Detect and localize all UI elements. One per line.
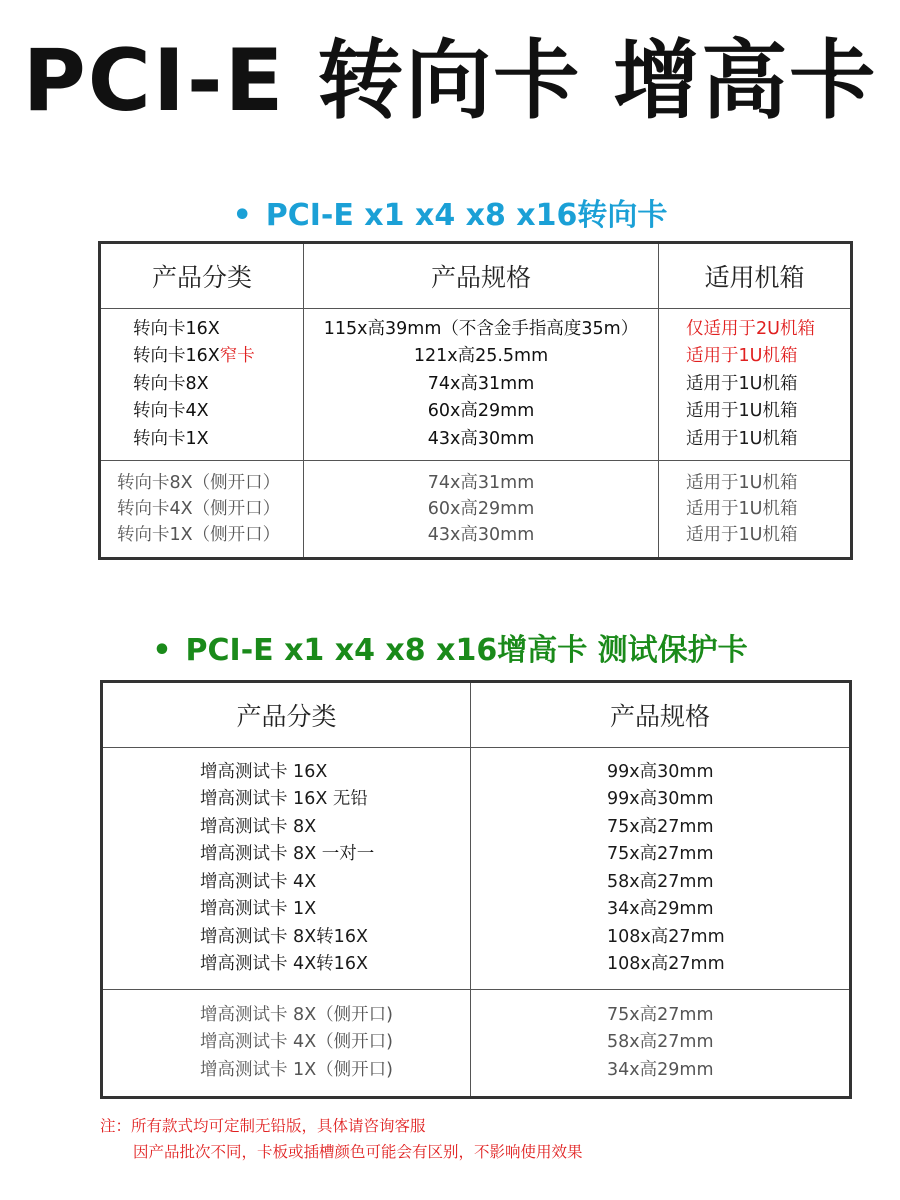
list-item: 34x高29mm xyxy=(607,1059,714,1080)
header-category: 产品分类 xyxy=(102,682,471,748)
list-item: 适用于1U机箱 xyxy=(686,401,798,422)
list-item: 适用于1U机箱 xyxy=(686,473,798,493)
list-item: 75x高27mm xyxy=(607,1004,714,1025)
list-item: 转向卡1X xyxy=(133,428,209,449)
list-item: 仅适用于2U机箱 xyxy=(686,318,815,339)
spec-cell xyxy=(471,990,851,1098)
list-item: 适用于1U机箱 xyxy=(686,499,798,519)
list-item: 转向卡8X（侧开口） xyxy=(117,473,281,493)
header-chassis: 适用机箱 xyxy=(659,243,852,309)
list-item: 转向卡4X xyxy=(133,401,209,422)
list-item: 74x高31mm xyxy=(427,473,535,493)
list-item: 转向卡4X（侧开口） xyxy=(117,499,281,519)
list-item: 增高测试卡 8X xyxy=(200,816,317,837)
list-item: 60x高29mm xyxy=(427,499,535,519)
list-item: 适用于1U机箱 xyxy=(686,428,798,449)
list-item: 增高测试卡 16X xyxy=(200,761,328,782)
riser-card-table xyxy=(98,241,853,560)
category-cell xyxy=(100,309,304,461)
list-item: 增高测试卡 4X xyxy=(200,871,317,892)
header-spec: 产品规格 xyxy=(304,243,659,309)
list-item: 适用于1U机箱 xyxy=(686,373,798,394)
list-item: 121x高25.5mm xyxy=(413,346,549,367)
table-row xyxy=(100,461,852,559)
spec-cell xyxy=(304,309,659,461)
list-item: 增高测试卡 4X（侧开口) xyxy=(200,1032,394,1053)
spec-cell xyxy=(471,748,851,990)
table-row xyxy=(100,309,852,461)
list-item: 74x高31mm xyxy=(427,373,535,394)
category-cell xyxy=(102,748,471,990)
table-row xyxy=(102,990,851,1098)
list-item: 108x高27mm xyxy=(607,926,725,947)
list-item: 转向卡16X xyxy=(133,318,220,339)
extender-card-table xyxy=(100,680,852,1099)
list-item: 适用于1U机箱 xyxy=(686,525,798,545)
list-item: 99x高30mm xyxy=(607,789,714,809)
list-item: 43x高30mm xyxy=(427,428,535,449)
list-item: 转向卡8X xyxy=(133,373,209,394)
list-item: 43x高30mm xyxy=(427,525,535,545)
chassis-cell xyxy=(659,461,852,559)
narrow-card-label: 窄卡 xyxy=(219,346,255,367)
list-item: 增高测试卡 8X 一对一 xyxy=(200,844,375,864)
section1-heading-text: PCI-E x1 x4 x8 x16转向卡 xyxy=(265,198,668,233)
table-row xyxy=(102,748,851,990)
list-item: 75x高27mm xyxy=(607,844,714,864)
list-item: 108x高27mm xyxy=(607,954,725,974)
section1-heading xyxy=(0,198,900,234)
category-cell xyxy=(100,461,304,559)
chassis-cell xyxy=(659,309,852,461)
list-item: 增高测试卡 4X转16X xyxy=(200,954,368,974)
spec-cell xyxy=(304,461,659,559)
list-item: 58x高27mm xyxy=(607,871,714,892)
section2-heading-text: PCI-E x1 x4 x8 x16增高卡 测试保护卡 xyxy=(185,633,748,668)
list-item: 适用于1U机箱 xyxy=(686,346,798,367)
list-item: 转向卡1X（侧开口） xyxy=(117,525,281,545)
note-line-1: 注：所有款式均可定制无铅版，具体请咨询客服 xyxy=(100,1117,426,1135)
section2-heading xyxy=(0,633,900,669)
list-item xyxy=(133,343,303,371)
list-item: 34x高29mm xyxy=(607,899,714,919)
category-cell xyxy=(102,990,471,1098)
list-item: 增高测试卡 16X 无铅 xyxy=(200,789,368,809)
list-item: 75x高27mm xyxy=(607,816,714,837)
note-line-2: 因产品批次不同，卡板或插槽颜色可能会有区别，不影响使用效果 xyxy=(133,1143,583,1161)
list-item: 增高测试卡 8X（侧开口) xyxy=(200,1004,394,1025)
list-item: 增高测试卡 8X转16X xyxy=(200,926,368,947)
list-item: 99x高30mm xyxy=(607,761,714,782)
category-text: 转向卡16X xyxy=(133,346,220,367)
list-item: 增高测试卡 1X xyxy=(200,899,317,919)
table-header-row xyxy=(100,243,852,309)
bullet-icon: • xyxy=(232,198,252,233)
bullet-icon: • xyxy=(152,633,172,668)
header-spec: 产品规格 xyxy=(471,682,851,748)
notes xyxy=(100,1113,583,1165)
list-item: 58x高27mm xyxy=(607,1032,714,1053)
page-title: PCI-E 转向卡 增高卡 xyxy=(22,31,878,131)
list-item: 增高测试卡 1X（侧开口) xyxy=(200,1059,394,1080)
list-item: 115x高39mm（不含金手指高度35m） xyxy=(323,318,639,339)
list-item: 60x高29mm xyxy=(427,401,535,422)
table-header-row xyxy=(102,682,851,748)
header-category: 产品分类 xyxy=(100,243,304,309)
